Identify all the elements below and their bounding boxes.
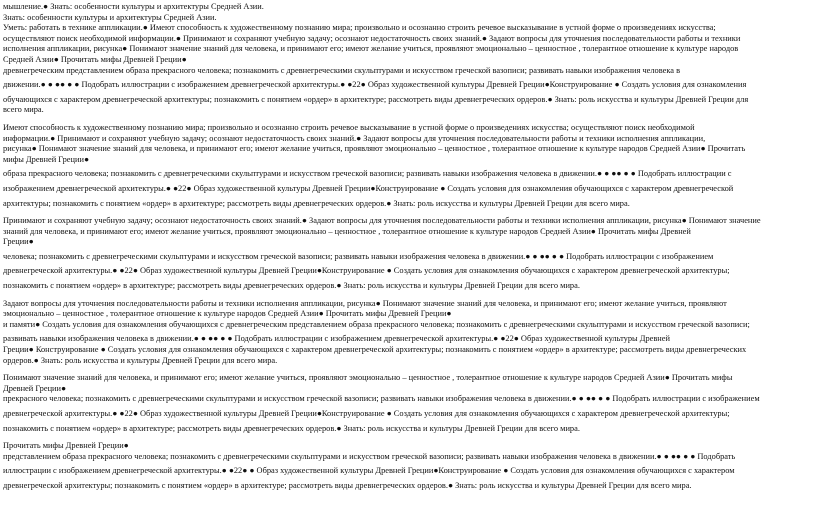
text-line: развивать навыки изображения человека в движении.● ● ●● ● ● Подобрать иллюстрации с изображением древнегреческой архитектуры.● ●22● Образ художественной культуры Древней xyxy=(3,334,670,344)
text-line: мышление.● Знать: особенности культуры и архитектуры Средней Азии. xyxy=(3,2,264,11)
text-line: движении.● ● ●● ● ● Подобрать иллюстрации с изображением древнегреческой архитектуры.● ●22● Образ художественной культуры Древней Греции●Конструирование ● Создать условия для ознакомления xyxy=(3,80,747,90)
text-line: человека; познакомить с древнегреческими скульптурами и искусством греческой вазописи; развивать навыки изображения человека в движении.● ● ●● ● ● Подобрать иллюстрации с изображением xyxy=(3,251,714,261)
text-line: Греции● Конструирование ● Создать условия для ознакомления обучающихся с характером древнегреческой архитектуры; познакомить с понятием «ордер» в архитектуре; рассмотреть виды древнегреческих xyxy=(3,345,747,355)
text-line: исполнения аппликации, рисунка● Понимают значение знаний для человека, и принимают его; имеют желание учиться, проявляют эмоционально – ценностное , толерантное отношение к культуре народов xyxy=(3,44,739,54)
text-line: рисунка● Понимают значение знаний для человека, и принимают его; имеют желание учиться, проявляют эмоционально – ценностное , толерантное отношение к культуре народов Средней Азии● Прочитать xyxy=(3,144,746,154)
text-line: и памяти● Создать условия для ознакомления обучающихся с древнегреческим представлением образа прекрасного человека; познакомить с древнегреческими скульптурами и искусством греческой вазописи; xyxy=(3,319,750,329)
text-line: Уметь: работать в технике аппликации.● Имеют способность к художественному познанию мира; произвольно и осознанно строить речевое высказывание в устной форме о произведениях искусства; xyxy=(3,23,716,33)
text-line: древнегреческой архитектуры; познакомить с понятием «ордер» в архитектуре; рассмотреть виды древнегреческих ордеров.● Знать: роль искусства и культуры Древней Греции для всего мира. xyxy=(3,480,692,490)
text-line: познакомить с понятием «ордер» в архитектуре; рассмотреть виды древнегреческих ордеров.● Знать: роль искусства и культуры Древней Греции для всего мира. xyxy=(3,423,580,433)
text-line: изображением древнегреческой архитектуры.● ●22● Образ художественной культуры Древней Греции●Конструирование ● Создать условия для ознакомления обучающихся с характером древнегреческой xyxy=(3,183,734,193)
text-line: образа прекрасного человека; познакомить с древнегреческими скульптурами и искусством греческой вазописи; развивать навыки изображения человека в движении.● ● ●● ● ● Подобрать иллюстрации с xyxy=(3,169,732,179)
text-line: мифы Древней Греции● xyxy=(3,154,89,164)
text-line: осуществляют поиск необходимой информации.● Принимают и сохраняют учебную задачу; осознают недостаточность своих знаний.● Задают вопросы для уточнения последовательности работы и техники xyxy=(3,33,741,43)
text-line: всего мира. xyxy=(3,105,44,115)
text-line: иллюстрации с изображением древнегреческой архитектуры.● ●22● ● Образ художественной культуры Древней Греции●Конструирование ● Создать условия для ознакомления обучающихся с характером xyxy=(3,466,735,476)
text-line: Принимают и сохраняют учебную задачу; осознают недостаточность своих знаний.● Задают вопросы для уточнения последовательности работы и техники исполнения аппликации, рисунка● Понимают значение xyxy=(3,216,761,226)
text-line: прекрасного человека; познакомить с древнегреческими скульптурами и искусством греческой вазописи; развивать навыки изображения человека в движении.● ● ●● ● ● Подобрать иллюстрации с изображением xyxy=(3,394,760,404)
text-line: древнегреческим представлением образа прекрасного человека; познакомить с древнегреческими скульптурами и искусством греческой вазописи; развивать навыки изображения человека в xyxy=(3,65,681,75)
text-line: обучающихся с характером древнегреческой архитектуры; познакомить с понятием «ордер» в архитектуре; рассмотреть виды древнегреческих ордеров.● Знать: роль искусства и культуры Древней Греции для xyxy=(3,94,749,104)
text-line: Имеют способность к художественному познанию мира; произвольно и осознанно строить речевое высказывание в устной форме о произведениях искусства; осуществляют поиск необходимой xyxy=(3,122,695,132)
text-line: древнегреческой архитектуры.● ●22● Образ художественной культуры Древней Греции●Конструирование ● Создать условия для ознакомления обучающихся с характером древнегреческой архитектуры; xyxy=(3,266,730,276)
text-line: эмоционально – ценностное , толерантное отношение к культуре народов Средней Азии● Прочитать мифы Древней Греции● xyxy=(3,309,452,319)
text-line: представлением образа прекрасного человека; познакомить с древнегреческими скульптурами и искусством греческой вазописи; развивать навыки изображения человека в движении.● ● ●● ● ● Подобрать xyxy=(3,451,736,461)
text-line: архитектуры; познакомить с понятием «ордер» в архитектуре; рассмотреть виды древнегреческих ордеров.● Знать: роль искусства и культуры Древней Греции для всего мира. xyxy=(3,198,630,208)
text-line: древнегреческой архитектуры.● ●22● Образ художественной культуры Древней Греции●Конструирование ● Создать условия для ознакомления обучающихся с характером древнегреческой архитектуры; xyxy=(3,409,730,418)
text-line: знаний для человека, и принимают его; имеют желание учиться, проявляют эмоционально – ценностное , толерантное отношение к культуре народов Средней Азии● Прочитать мифы Древней xyxy=(3,226,691,236)
text-line: Прочитать мифы Древней Греции● xyxy=(3,441,129,451)
text-line: Древней Греции● xyxy=(3,383,67,393)
text-line: Знать: особенности культуры и архитектуры Средней Азии. xyxy=(3,12,217,22)
text-line: познакомить с понятием «ордер» в архитектуре; рассмотреть виды древнегреческих ордеров.● Знать: роль искусства и культуры Древней Греции для всего мира. xyxy=(3,281,580,291)
text-line: Греции● xyxy=(3,237,34,247)
text-line: ордеров.● Знать: роль искусства и культуры Древней Греции для всего мира. xyxy=(3,355,278,365)
text-line: Средней Азии● Прочитать мифы Древней Греции● xyxy=(3,54,187,64)
text-line: Понимают значение знаний для человека, и принимают его; имеют желание учиться, проявляют эмоционально – ценностное , толерантное отношение к культуре народов Средней Азии● Прочитать мифы xyxy=(3,373,733,383)
text-line: информации.● Принимают и сохраняют учебную задачу; осознают недостаточность своих знаний.● Задают вопросы для уточнения последовательности работы и техники исполнения аппликации, xyxy=(3,133,706,143)
text-line: Задают вопросы для уточнения последовательности работы и техники исполнения аппликации, рисунка● Понимают значение знаний для человека, и принимают его; имеют желание учиться, проявляют xyxy=(3,298,727,308)
